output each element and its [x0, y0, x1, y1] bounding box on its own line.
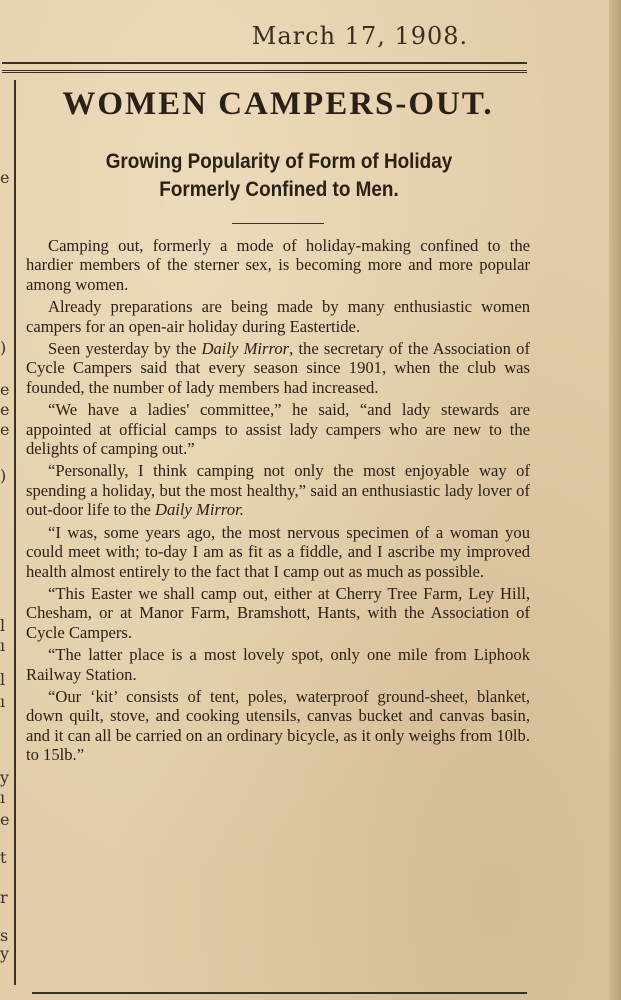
- gutter-fragment: r: [0, 888, 8, 907]
- gutter-fragment: t: [0, 848, 7, 867]
- paragraph-text: “Personally, I think camping not only the most enjoyable way of spending a holiday, but the most healthy,” said an enthusiastic lady lover of out-door life to the: [26, 461, 530, 520]
- article-subhead: [50, 148, 509, 204]
- paragraph: “The latter place is a most lovely spot, only one mile from Liphook Railway Station.: [26, 645, 530, 684]
- article-headline: WOMEN CAMPERS-OUT.: [62, 86, 494, 122]
- subhead-line-2: Formerly Confined to Men.: [159, 178, 399, 201]
- gutter-fragment: s: [0, 926, 9, 945]
- paragraph: “Our ‘kit’ consists of tent, poles, waterproof ground-sheet, blanket, down quilt, stove, and cooking utensils, canvas bucket and canvas basin, and it can all be carried on an ordinary bicycle, as it only weighs from 10lb. to 15lb.”: [26, 686, 530, 765]
- paragraph-text: Seen yesterday by the: [48, 339, 202, 359]
- paragraph: Already preparations are being made by many enthusiastic women campers for an open-air holiday during Eastertide.: [26, 297, 530, 336]
- gutter-fragment: e: [0, 810, 10, 829]
- paragraph: [26, 339, 530, 397]
- newspaper-name: Daily Mirror.: [155, 500, 244, 520]
- gutter-fragment: ): [0, 338, 7, 357]
- gutter-fragment: y: [0, 768, 10, 787]
- subhead-rule: [232, 223, 324, 224]
- paragraph: Camping out, formerly a mode of holiday-making confined to the hardier members of the sterner sex, is becoming more and more popular among women.: [26, 236, 530, 294]
- gutter-fragment: e: [0, 400, 10, 419]
- paragraph: “This Easter we shall camp out, either at Cherry Tree Farm, Ley Hill, Chesham, or at Manor Farm, Bramshott, Hants, with the Association of Cycle Campers.: [26, 583, 530, 642]
- gutter-fragment: ı: [0, 692, 6, 711]
- gutter-fragment: e: [0, 168, 10, 187]
- paragraph: [26, 461, 530, 519]
- header-rule-thin: [2, 72, 527, 73]
- gutter-fragment: e: [0, 420, 10, 439]
- subhead-line-1: Growing Popularity of Form of Holiday: [105, 150, 453, 173]
- newspaper-name: Daily Mirror: [201, 339, 290, 359]
- gutter-fragment: e: [0, 380, 10, 399]
- gutter-fragment: l: [0, 670, 6, 689]
- paragraph: “We have a ladies' committee,” he said, “and lady stewards are appointed at official camps to assist lady campers who are new to the delights of camping out.”: [26, 400, 530, 459]
- gutter-fragment: ): [0, 466, 7, 485]
- gutter-fragment: ı: [0, 788, 6, 807]
- gutter-fragment: y: [0, 944, 10, 963]
- footer-rule: [32, 992, 527, 994]
- gutter-fragment: l: [0, 616, 6, 635]
- paragraph-text: , the secretary of the Association of Cycle Campers said that every season since 1901, when the club was founded, the number of lady members had increased.: [26, 339, 530, 397]
- paragraph: “I was, some years ago, the most nervous specimen of a woman you could meet with; to-day I am as fit as a fiddle, and I ascribe my improved health almost entirely to the fact that I camp out as much as possible.: [26, 522, 530, 581]
- column-divider: [14, 80, 16, 985]
- page-edge: [609, 0, 621, 1000]
- article-body: [26, 236, 530, 768]
- issue-date: March 17, 1908.: [251, 22, 469, 50]
- gutter-fragment: ı: [0, 636, 6, 655]
- header-rule: [2, 62, 527, 71]
